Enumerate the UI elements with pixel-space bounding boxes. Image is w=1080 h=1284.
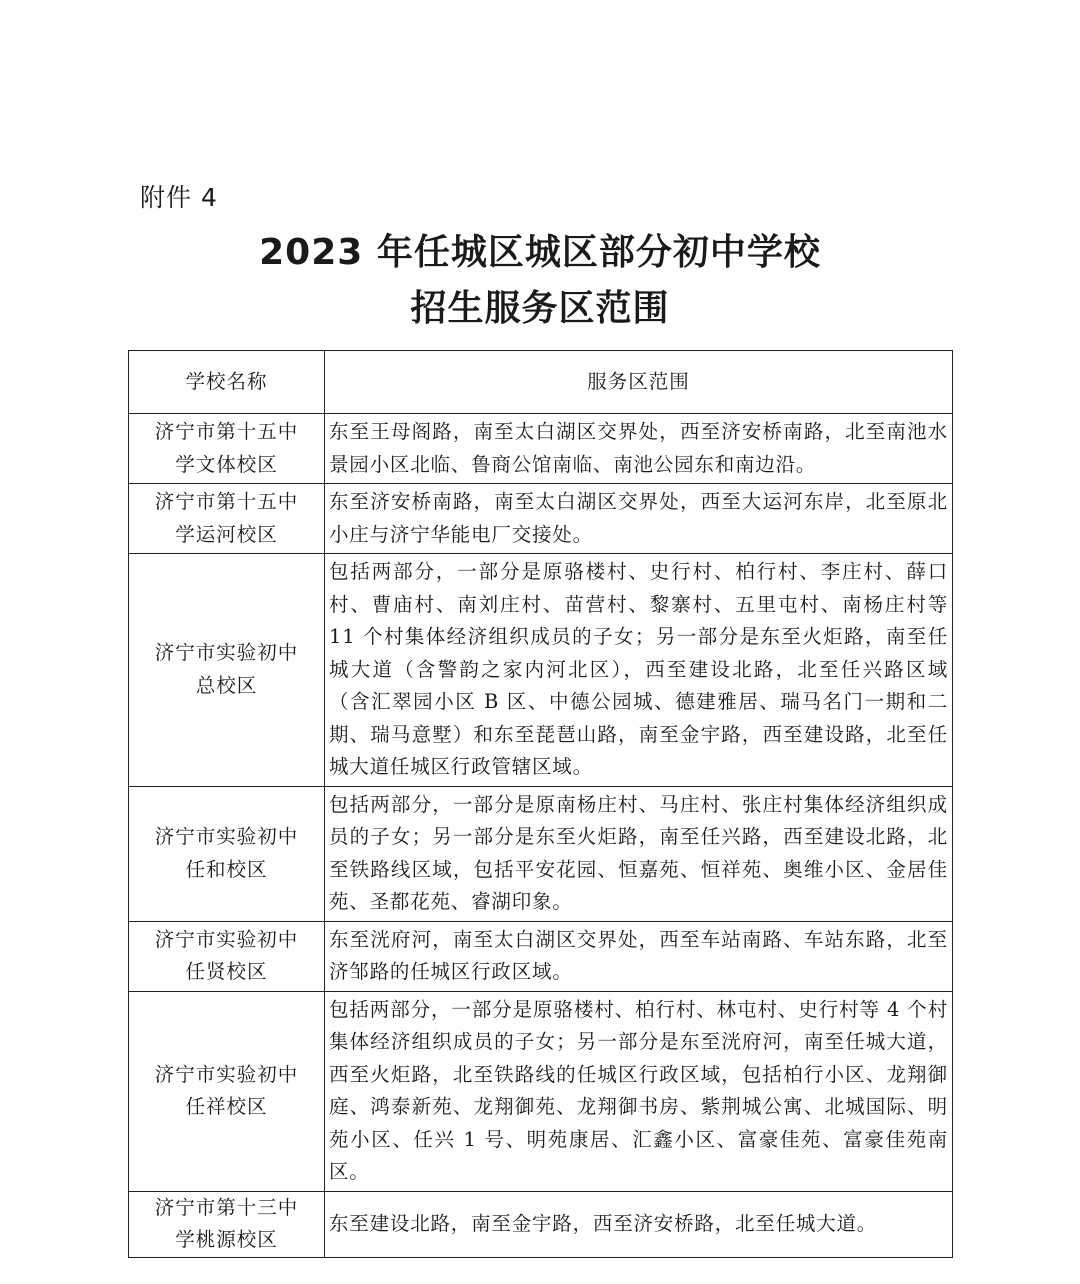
table-row — [129, 1191, 953, 1257]
service-area-cell: 包括两部分，一部分是原骆楼村、柏行村、林屯村、史行村等 4 个村集体经济组织成员的子女；另一部分是东至洸府河，南至任城大道，西至火炬路，北至铁路线的任城区行政区域，包括柏行小区、龙翔御庭、鸿泰新苑、龙翔御苑、龙翔御书房、紫荆城公寓、北城国际、明苑小区、任兴 1 号、明苑康居、汇鑫小区、富豪佳苑、富豪佳苑南区。 — [325, 991, 953, 1191]
table-row — [129, 991, 953, 1191]
table-row — [129, 554, 953, 787]
school-name-cell: 济宁市实验初中总校区 — [129, 554, 325, 787]
school-name-cell: 济宁市实验初中任和校区 — [129, 786, 325, 921]
table-row — [129, 484, 953, 554]
service-area-cell: 东至洸府河，南至太白湖区交界处，西至车站南路、车站东路，北至济邹路的任城区行政区域。 — [325, 921, 953, 991]
header-school-name: 学校名称 — [129, 351, 325, 414]
table-row — [129, 921, 953, 991]
document-title-line-1: 2023 年任城区城区部分初中学校 — [259, 232, 821, 273]
header-service-area: 服务区范围 — [325, 351, 953, 414]
service-area-table — [128, 350, 953, 1258]
school-name-cell: 济宁市实验初中任贤校区 — [129, 921, 325, 991]
table-row — [129, 786, 953, 921]
school-name-cell: 济宁市第十三中学桃源校区 — [129, 1191, 325, 1257]
school-name-cell: 济宁市实验初中任祥校区 — [129, 991, 325, 1191]
table-header-row — [129, 351, 953, 414]
attachment-label: 附件 4 — [140, 183, 218, 212]
service-area-cell: 东至王母阁路，南至太白湖区交界处，西至济安桥南路，北至南池水景园小区北临、鲁商公馆南临、南池公园东和南边沿。 — [325, 414, 953, 484]
table-row — [129, 414, 953, 484]
service-area-cell: 东至济安桥南路，南至太白湖区交界处，西至大运河东岸，北至原北小庄与济宁华能电厂交接处。 — [325, 484, 953, 554]
school-name-cell: 济宁市第十五中学文体校区 — [129, 414, 325, 484]
document-title-line-2: 招生服务区范围 — [410, 288, 670, 329]
service-area-cell: 东至建设北路，南至金宇路，西至济安桥路，北至任城大道。 — [325, 1191, 953, 1257]
service-area-cell: 包括两部分，一部分是原南杨庄村、马庄村、张庄村集体经济组织成员的子女；另一部分是东至火炬路，南至任兴路，西至建设北路，北至铁路线区域，包括平安花园、恒嘉苑、恒祥苑、奥维小区、金居佳苑、圣都花苑、睿湖印象。 — [325, 786, 953, 921]
school-name-cell: 济宁市第十五中学运河校区 — [129, 484, 325, 554]
service-area-cell: 包括两部分，一部分是原骆楼村、史行村、柏行村、李庄村、薛口村、曹庙村、南刘庄村、苗营村、黎寨村、五里屯村、南杨庄村等 11 个村集体经济组织成员的子女；另一部分是东至火炬路，南至任城大道（含警韵之家内河北区），西至建设北路，北至任兴路区域（含汇翠园小区 B 区、中德公园城、德建雅居、瑞马名门一期和二期、瑞马意墅）和东至琵琶山路，南至金宇路，西至建设路，北至任城大道任城区行政管辖区域。 — [325, 554, 953, 787]
